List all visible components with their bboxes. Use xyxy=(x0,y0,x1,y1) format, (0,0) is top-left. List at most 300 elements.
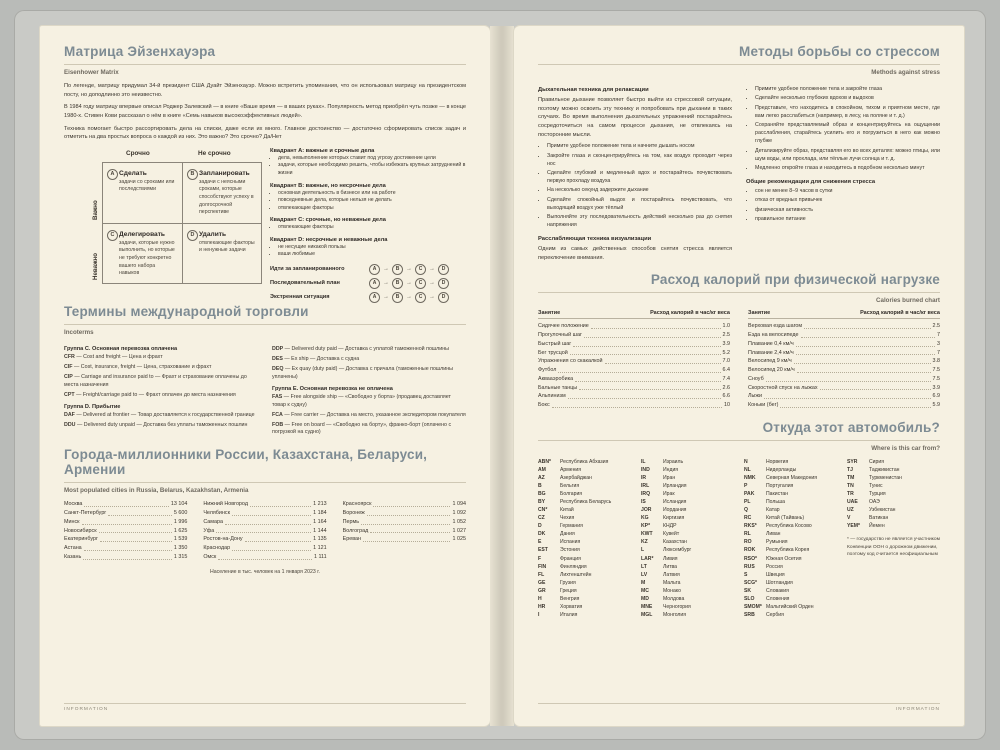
table-row xyxy=(744,458,837,466)
quadrant-c-title: Квадрант C: срочные, но неважные дела xyxy=(270,217,386,224)
list-item: • Примите удобное положение тела и начните дышать носом xyxy=(547,143,732,151)
city-value: 1 996 xyxy=(173,518,188,525)
table-row xyxy=(64,535,187,544)
country-code: V xyxy=(847,515,851,522)
calories-table xyxy=(538,310,940,410)
quadrant-d-title: Квадрант D: несрочные и неважные дела xyxy=(270,236,388,243)
leader-dots xyxy=(766,375,931,382)
car-codes-col-4 xyxy=(847,458,940,619)
country-code: ROK xyxy=(744,547,756,554)
table-row xyxy=(538,530,631,538)
city-name: Воронеж xyxy=(342,510,365,517)
quadrant-b-title: Квадрант B: важные, но несрочные дела xyxy=(270,182,386,189)
divider xyxy=(538,292,940,293)
city-name: Челябинск xyxy=(203,510,230,517)
country-code: JOR xyxy=(641,507,652,514)
breathing-title: Дыхательная техника для релаксации xyxy=(538,87,649,93)
country-code: TM xyxy=(847,475,855,482)
country-name: Киргизия xyxy=(663,515,685,522)
table-row xyxy=(744,603,837,611)
leader-dots xyxy=(99,527,172,534)
country-code: PAK xyxy=(744,491,755,498)
table-row xyxy=(748,392,940,401)
table-row xyxy=(641,571,734,579)
list-item: • Сделайте спокойный выдох и постарайтесь почувствовать, что выходящий воздух уже тёплый xyxy=(547,197,732,213)
city-value: 1 025 xyxy=(452,536,466,543)
table-row xyxy=(748,375,940,384)
table-row xyxy=(641,563,734,571)
city-name: Волгоград xyxy=(342,527,369,534)
matrix-cell-b xyxy=(182,163,261,223)
leader-dots xyxy=(84,544,172,551)
incoterm-text: — Free on board — «Свободно на борту», франко-борт (оплачено с погрузкой на судно) xyxy=(272,421,452,436)
activity-value: 7 xyxy=(937,349,940,356)
incoterm-fob xyxy=(272,422,466,438)
calories-title: Расход калорий при физической нагрузке xyxy=(650,272,940,288)
list-item: • Медленно откройте глаза и находитесь в подобном несколько минут xyxy=(755,165,940,173)
activity-name: Бальные танцы xyxy=(538,384,578,391)
calories-header-1 xyxy=(538,310,730,319)
table-row xyxy=(748,384,940,393)
cities-table xyxy=(64,500,466,561)
matrix-cell-d-title: Удалить xyxy=(199,230,227,238)
leader-dots xyxy=(100,535,172,542)
matrix-paragraph-1: По легенде, матрицу придумал 34-й президент США Дуайт Эйзенхауэр. Можно встретить упоминания, что он использовал матрицу на президентском посту, но доподлинно это неизвестно. xyxy=(64,83,466,98)
table-row xyxy=(538,514,631,522)
country-code: SCG* xyxy=(744,579,758,586)
table-row xyxy=(538,466,631,474)
breathing-steps xyxy=(538,143,732,230)
country-name: Испания xyxy=(560,539,581,546)
country-code: IND xyxy=(641,467,650,474)
country-code: FIN xyxy=(538,563,547,570)
incoterms-col-2 xyxy=(272,342,466,439)
table-row xyxy=(744,506,837,514)
country-name: Китай (Тайвань) xyxy=(766,515,805,522)
country-name: Италия xyxy=(560,611,578,618)
country-name: Республика Корея xyxy=(766,547,810,554)
country-code: BG xyxy=(538,491,546,498)
activity-name: Плавание 2,4 км/ч xyxy=(748,349,794,356)
country-name: Эстония xyxy=(560,547,580,554)
country-code: TR xyxy=(847,491,854,498)
activity-name: Футбол xyxy=(538,367,557,374)
matrix-cell-c-desc: задачи, которые нужно выполнить, но которые не требуют конкретно вашего набора навыков xyxy=(119,239,175,277)
country-name: Ирландия xyxy=(663,483,687,490)
country-code: IR xyxy=(641,475,647,482)
arrow-icon: → xyxy=(406,280,412,287)
table-row xyxy=(744,579,837,587)
list-item: • Выполняйте эту последовательность действий несколько раз до снятия напряжения xyxy=(547,214,732,230)
table-row xyxy=(641,522,734,530)
flow-planned xyxy=(270,264,480,275)
table-row xyxy=(847,514,940,522)
arrow-icon: → xyxy=(383,280,389,287)
country-name: Туркменистан xyxy=(869,475,902,482)
right-page-content xyxy=(538,44,940,619)
country-name: Болгария xyxy=(560,491,583,498)
country-name: Иордания xyxy=(663,507,687,514)
country-name: Шотландия xyxy=(766,579,793,586)
activity-name: Велосипед 20 км/ч xyxy=(748,367,795,374)
table-row xyxy=(343,509,466,518)
breathing-intro: Правильное дыхание позволяет быстро выйти из стрессовой ситуации, поэтому можно освоить эту технику и попробовать при дыхании в таких случаях. Во время выполнения дыхательных упражнений постарайтесь сосредоточиться на самом процессе дыхания, не отвлекаясь на посторонние мысли. xyxy=(538,97,732,138)
city-name: Санкт-Петербург xyxy=(64,510,107,517)
incoterm-code: CPT xyxy=(64,391,75,398)
list-item: • задачи, которые необходимо решить, чтобы избежать крупных затруднений в жизни xyxy=(278,162,480,177)
incoterms-group-c: Группа C. Основная перевозка оплачена xyxy=(64,345,178,352)
matrix-letter-c: C xyxy=(107,230,118,241)
country-name: Швеция xyxy=(766,571,785,578)
table-row xyxy=(203,535,326,544)
country-name: Норвегия xyxy=(766,458,789,465)
flow-planned-label: Идти за запланированного xyxy=(270,266,345,273)
table-row xyxy=(538,392,730,401)
notebook-spread xyxy=(14,10,986,740)
country-name: Молдова xyxy=(663,595,685,602)
leader-dots xyxy=(579,384,720,391)
cities-col-1 xyxy=(64,500,187,561)
table-row xyxy=(538,490,631,498)
incoterms-subtitle: Incoterms xyxy=(64,328,94,336)
country-code: MC xyxy=(641,587,649,594)
country-name: Тунис xyxy=(869,483,883,490)
activity-value: 7.5 xyxy=(932,375,940,382)
country-code: L xyxy=(641,547,645,554)
country-name: Финляндия xyxy=(560,563,587,570)
city-value: 13 104 xyxy=(170,501,188,508)
city-value: 1 111 xyxy=(313,553,327,560)
country-code: AM xyxy=(538,467,546,474)
country-name: Венгрия xyxy=(560,595,580,602)
left-page-content xyxy=(64,44,466,575)
table-row xyxy=(744,595,837,603)
stress-title: Методы борьбы со стрессом xyxy=(739,44,940,59)
flow-emergency xyxy=(270,292,480,303)
country-code: ABN* xyxy=(538,458,552,465)
incoterm-text: — Delivered duty paid — Доставка с уплатой таможенной пошлины xyxy=(284,345,449,352)
table-row xyxy=(538,474,631,482)
country-code: LV xyxy=(641,571,648,578)
table-row xyxy=(64,500,187,509)
country-code: UAE xyxy=(847,499,858,506)
list-item: • повседневные дела, которые нельзя не делать xyxy=(278,197,480,205)
leader-dots xyxy=(82,518,172,525)
table-row xyxy=(748,340,940,349)
table-row xyxy=(641,458,734,466)
table-row xyxy=(748,366,940,375)
incoterm-code: FOB xyxy=(272,421,284,428)
country-name: Индия xyxy=(663,467,679,474)
table-row xyxy=(641,611,734,619)
city-name: Ереван xyxy=(342,536,362,543)
country-name: Сирия xyxy=(869,458,884,465)
table-row xyxy=(538,498,631,506)
flow-chip: A xyxy=(369,278,380,289)
table-row xyxy=(748,322,940,331)
incoterm-ddp xyxy=(272,346,466,354)
country-name: КНДР xyxy=(663,523,677,530)
table-row xyxy=(64,509,187,518)
cities-col-3 xyxy=(343,500,466,561)
table-row xyxy=(64,544,187,553)
flow-chip: D xyxy=(438,278,449,289)
arrow-icon: → xyxy=(406,294,412,301)
country-code: SLO xyxy=(744,595,755,602)
country-name: Ливан xyxy=(766,531,781,538)
stress-col-right xyxy=(746,82,940,266)
country-code: RC xyxy=(744,515,752,522)
incoterm-code: CIF xyxy=(64,363,73,370)
table-row xyxy=(538,340,730,349)
table-row xyxy=(343,527,466,536)
country-code: HR xyxy=(538,603,546,610)
country-name: Германия xyxy=(560,523,583,530)
table-row xyxy=(538,375,730,384)
table-row xyxy=(641,530,734,538)
country-code: TN xyxy=(847,483,854,490)
leader-dots xyxy=(796,349,935,356)
matrix-letter-a: A xyxy=(107,169,118,180)
country-name: Латвия xyxy=(663,571,680,578)
table-row xyxy=(641,538,734,546)
country-name: Люксембург xyxy=(663,547,692,554)
arrow-icon: → xyxy=(429,280,435,287)
country-name: Литва xyxy=(663,563,678,570)
country-code: KWT xyxy=(641,531,653,538)
country-name: Монако xyxy=(663,587,681,594)
incoterm-code: CFR xyxy=(64,353,75,360)
flow-chip: B xyxy=(392,292,403,303)
country-code: FL xyxy=(538,571,545,578)
incoterm-ddu xyxy=(64,422,258,430)
matrix-row-header-important: Важно xyxy=(92,200,99,220)
table-row xyxy=(847,458,940,466)
matrix-grid-area xyxy=(80,148,260,288)
table-row xyxy=(744,538,837,546)
flow-sequential-label: Последовательный план xyxy=(270,280,340,287)
country-code: D xyxy=(538,523,542,530)
list-item: • правильное питание xyxy=(755,216,940,224)
activity-name: Сноуб xyxy=(748,375,764,382)
table-row xyxy=(538,555,631,563)
table-row xyxy=(203,500,326,509)
leader-dots xyxy=(820,384,931,391)
country-code: N xyxy=(744,458,748,465)
matrix-letter-b: B xyxy=(187,169,198,180)
city-name: Москва xyxy=(64,501,83,508)
matrix-cell-d-desc: отвлекающие факторы и ненужные задачи xyxy=(199,239,255,254)
country-code: M xyxy=(641,579,646,586)
leader-dots xyxy=(804,322,930,329)
activity-value: 3.9 xyxy=(722,340,730,347)
leader-dots xyxy=(780,401,930,408)
activity-value: 5.2 xyxy=(722,349,730,356)
country-name: Республика Абхазия xyxy=(560,458,609,465)
page-gutter xyxy=(490,26,514,726)
matrix-row-header-not-important: Неважно xyxy=(92,252,99,280)
divider xyxy=(64,64,466,65)
car-codes-col-3 xyxy=(744,458,837,619)
incoterm-code: DDU xyxy=(64,421,76,428)
table-row xyxy=(538,522,631,530)
car-codes-col-2 xyxy=(641,458,734,619)
country-code: SK xyxy=(744,587,752,594)
leader-dots xyxy=(361,518,450,525)
country-name: Кувейт xyxy=(663,531,680,538)
car-codes-col-1 xyxy=(538,458,631,619)
table-row xyxy=(641,587,734,595)
table-row xyxy=(538,538,631,546)
country-code: H xyxy=(538,595,542,602)
divider xyxy=(538,64,940,65)
matrix-flows xyxy=(270,264,480,303)
list-item: • отказ от вредных привычек xyxy=(755,197,940,205)
page-title: Матрица Эйзенхауэра xyxy=(64,44,216,59)
list-item: • Сделайте несколько глубоких вдохов и выдохов xyxy=(755,95,940,103)
country-name: Катар xyxy=(766,507,780,514)
right-page xyxy=(514,26,964,726)
activity-name: Аквааэробика xyxy=(538,375,574,382)
table-row xyxy=(343,535,466,544)
leader-dots xyxy=(84,500,168,507)
country-name: Франция xyxy=(560,555,581,562)
list-item: • отвлекающие факторы xyxy=(278,224,480,232)
country-code: TJ xyxy=(847,467,853,474)
table-row xyxy=(641,546,734,554)
flow-chip: A xyxy=(369,264,380,275)
activity-value: 2.5 xyxy=(932,323,940,330)
incoterms-group-d: Группа D. Прибытие xyxy=(64,403,121,410)
activity-name: Скоростной спуск на лыжах xyxy=(748,384,818,391)
leader-dots xyxy=(794,357,931,364)
country-code: P xyxy=(744,483,748,490)
leader-dots xyxy=(568,392,721,399)
visualization-text: Одним из самых действенных способов снятия стресса является переключение внимания. xyxy=(538,246,732,261)
table-row xyxy=(203,544,326,553)
left-page xyxy=(40,26,490,726)
city-value: 1 184 xyxy=(313,510,327,517)
city-name: Уфа xyxy=(203,527,215,534)
incoterm-text: — Cost, insurance, freight — Цена, страхование и фрахт xyxy=(74,363,212,370)
flow-emergency-label: Экстренная ситуация xyxy=(270,294,330,301)
leader-dots xyxy=(570,349,721,356)
city-name: Екатеринбург xyxy=(64,536,98,543)
list-item: • На несколько секунд задержите дыхание xyxy=(547,187,732,195)
country-name: Йемен xyxy=(869,523,885,530)
table-row xyxy=(847,498,940,506)
activity-name: Лыжи xyxy=(748,393,763,400)
list-item: • не несущие никакой пользы xyxy=(278,244,480,252)
table-row xyxy=(538,384,730,393)
cities-title: Города-миллионники России, Казахстана, Беларуси, Армении xyxy=(64,447,428,478)
table-row xyxy=(64,553,187,562)
country-code: SRB xyxy=(744,611,755,618)
country-name: Нидерланды xyxy=(766,467,797,474)
table-row xyxy=(641,466,734,474)
list-item: • ваши любимые xyxy=(278,251,480,259)
city-value: 1 625 xyxy=(173,527,188,534)
country-code: GE xyxy=(538,579,546,586)
country-code: Q xyxy=(744,507,748,514)
country-name: ОАЭ xyxy=(869,499,880,506)
table-row xyxy=(203,527,326,536)
city-name: Краснодар xyxy=(203,545,231,552)
country-code: UZ xyxy=(847,507,854,514)
country-code: CN* xyxy=(538,507,548,514)
table-row xyxy=(641,595,734,603)
activity-name: Бег трусцой xyxy=(538,349,568,356)
calories-col-2 xyxy=(748,310,940,410)
table-row xyxy=(744,530,837,538)
country-name: Бельгия xyxy=(560,483,580,490)
incoterm-code: FAS xyxy=(272,393,283,400)
table-row xyxy=(744,514,837,522)
country-name: Лихтенштейн xyxy=(560,571,592,578)
activity-value: 2.5 xyxy=(722,332,730,339)
country-name: Северная Македония xyxy=(766,475,818,482)
city-name: Новосибирск xyxy=(64,527,97,534)
cities-subtitle: Most populated cities in Russia, Belarus, Kazakhstan, Armenia xyxy=(64,487,249,495)
city-name: Минск xyxy=(64,518,80,525)
table-row xyxy=(748,349,940,358)
table-row xyxy=(641,506,734,514)
table-row xyxy=(538,331,730,340)
country-name: Румыния xyxy=(766,539,788,546)
right-footer: INFORMATION xyxy=(538,703,940,712)
country-name: Португалия xyxy=(766,483,794,490)
table-row xyxy=(203,509,326,518)
table-row xyxy=(538,563,631,571)
table-row xyxy=(538,587,631,595)
activity-value: 6.6 xyxy=(722,393,730,400)
country-name: Мальтийский Орден xyxy=(766,603,814,610)
activity-name: Верховая езда шагом xyxy=(748,323,803,330)
country-name: Ирак xyxy=(663,491,675,498)
incoterms-col-1 xyxy=(64,342,258,439)
country-code: GR xyxy=(538,587,546,594)
list-item: • Сохраняйте представляемый образ и концентрируйтесь на ощущении расслабления, старайтесь усилить его и погрузиться в него как можно глубже xyxy=(755,122,940,146)
city-value: 1 121 xyxy=(313,545,327,552)
matrix-col-header-not-urgent: Не срочно xyxy=(198,149,231,157)
table-row xyxy=(744,546,837,554)
incoterm-cif xyxy=(64,364,258,372)
table-row xyxy=(641,482,734,490)
country-code: KZ xyxy=(641,539,648,546)
country-name: Дания xyxy=(560,531,575,538)
incoterm-cpt xyxy=(64,392,258,400)
table-row xyxy=(538,401,730,410)
table-row xyxy=(847,506,940,514)
incoterm-code: DAF xyxy=(64,411,75,418)
city-name: Пермь xyxy=(342,518,360,525)
country-code: LT xyxy=(641,563,647,570)
country-name: Израиль xyxy=(663,458,684,465)
table-row xyxy=(744,490,837,498)
country-name: Исландия xyxy=(663,499,687,506)
country-code: RKS* xyxy=(744,523,757,530)
matrix-cell-d xyxy=(182,223,261,283)
country-name: Черногория xyxy=(663,603,691,610)
table-row xyxy=(538,595,631,603)
country-code: IS xyxy=(641,499,646,506)
flow-chip: D xyxy=(438,292,449,303)
col-header-value: Расход калорий в час/кг веса xyxy=(650,310,730,317)
table-row xyxy=(847,466,940,474)
city-value: 1 052 xyxy=(452,518,466,525)
matrix-cell-a-desc: задачи со сроками или последствиями xyxy=(119,178,175,193)
matrix-cell-a xyxy=(103,163,182,223)
